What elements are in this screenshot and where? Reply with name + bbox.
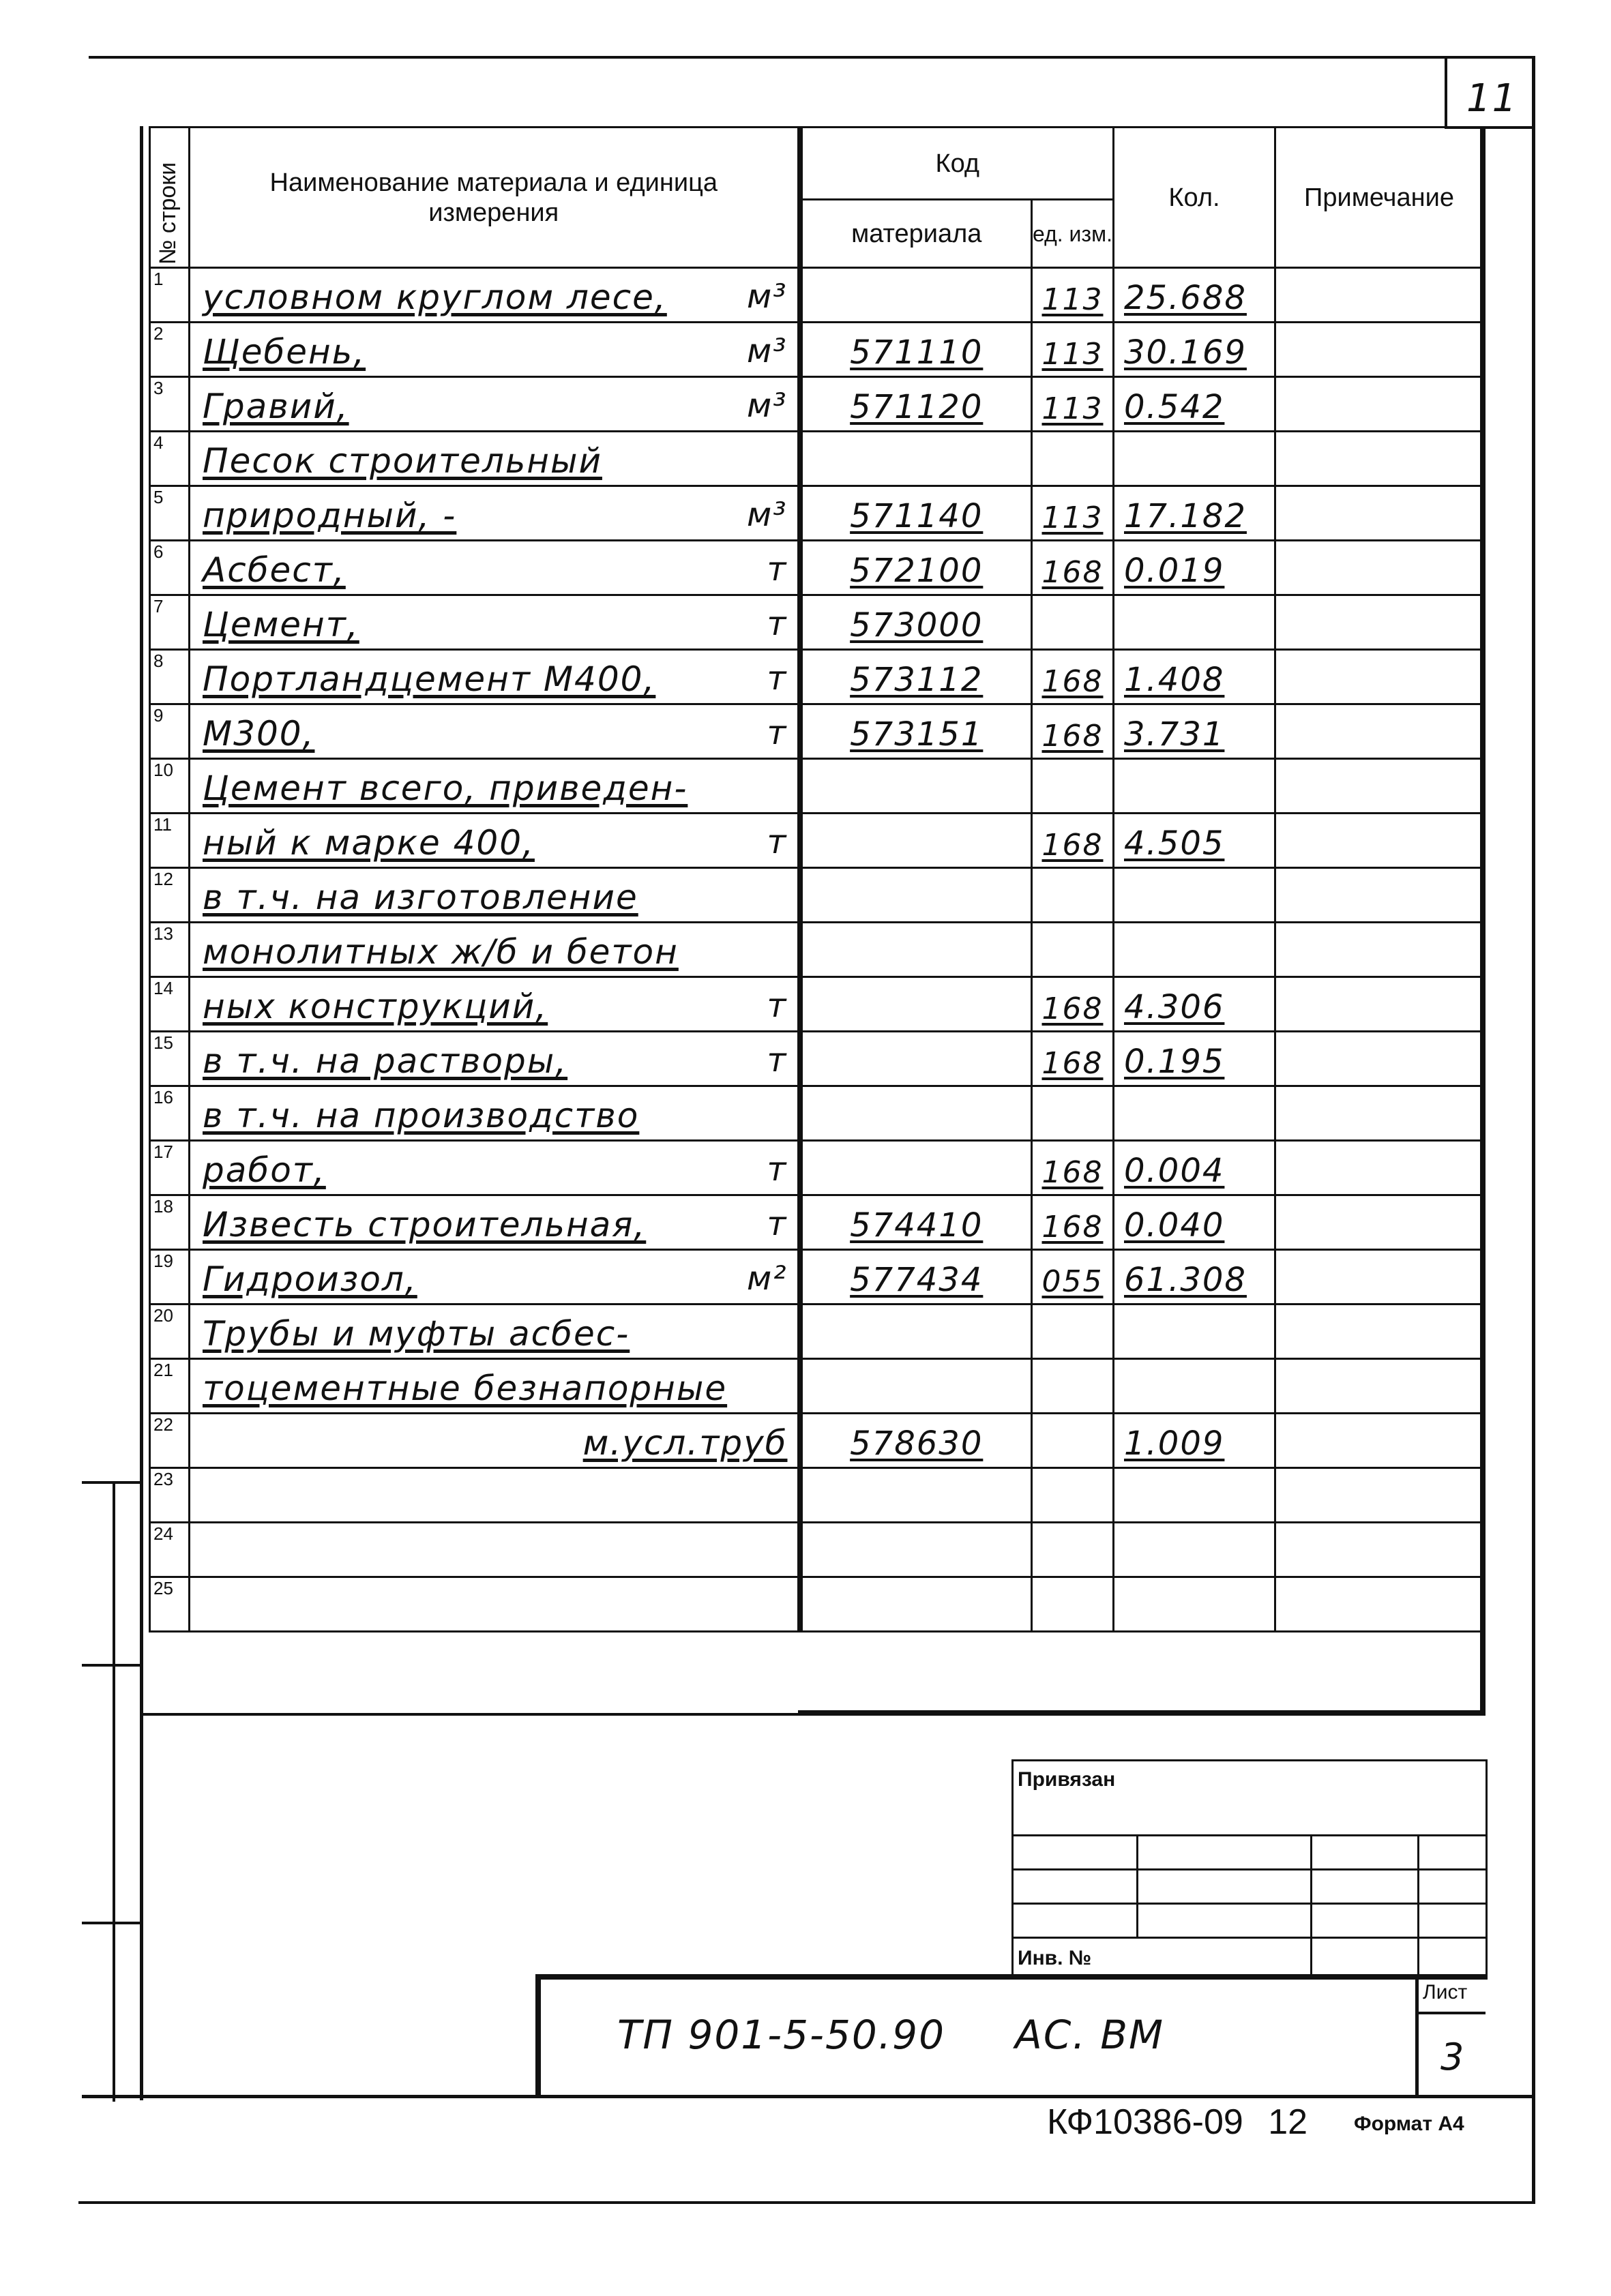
- row-number: 8: [150, 650, 190, 704]
- note-cell: [1275, 1468, 1483, 1523]
- margin-strip-line-1: [82, 1481, 143, 1484]
- right-border: [1532, 56, 1535, 2204]
- material-name: [190, 923, 800, 977]
- bound-cell: [1419, 1836, 1487, 1870]
- material-code: 572100: [800, 541, 1032, 595]
- material-code: [800, 814, 1032, 868]
- quantity: 30.169: [1114, 323, 1275, 377]
- unit-code: 168: [1032, 704, 1114, 759]
- material-code: 573000: [800, 595, 1032, 650]
- material-name: [190, 759, 800, 814]
- margin-strip-line-2: [82, 1664, 143, 1667]
- row-number: 20: [150, 1304, 190, 1359]
- material-code-header: материала: [800, 200, 1032, 268]
- margin-strip-line-3: [82, 1922, 143, 1924]
- material-unit: т: [767, 714, 788, 752]
- row-number: 18: [150, 1195, 190, 1250]
- note-cell: [1275, 1414, 1483, 1468]
- material-name-text: ный к марке 400,: [203, 823, 535, 863]
- name-header: [190, 128, 800, 268]
- row-number: 19: [150, 1250, 190, 1304]
- material-name: [190, 1086, 800, 1141]
- material-code: 573151: [800, 704, 1032, 759]
- note-cell: [1275, 1250, 1483, 1304]
- bound-cell: [1312, 1836, 1419, 1870]
- table-row: [150, 1577, 1483, 1632]
- quantity: [1114, 1086, 1275, 1141]
- row-number: 24: [150, 1523, 190, 1577]
- page-number: 11: [1466, 76, 1518, 121]
- quantity: 1.009: [1114, 1414, 1275, 1468]
- material-name: [190, 1141, 800, 1195]
- note-header: Примечание: [1275, 128, 1483, 268]
- material-code: [800, 923, 1032, 977]
- inv-no-label: Инв. №: [1013, 1938, 1312, 1979]
- material-code: [800, 1468, 1032, 1523]
- sheet-number: 3: [1440, 2036, 1466, 2078]
- margin-strip-vertical: [113, 1481, 115, 2102]
- bound-label: Привязан: [1013, 1761, 1487, 1836]
- qty-header: Кол.: [1114, 128, 1275, 268]
- material-unit: т: [767, 1205, 788, 1243]
- unit-code: [1032, 1523, 1114, 1577]
- material-code: [800, 432, 1032, 486]
- material-name-text: условном круглом лесе,: [203, 278, 667, 317]
- material-unit: т: [767, 550, 788, 588]
- table-bottom-thin: [140, 1713, 801, 1716]
- name-header-text: Наименование материала и единица измерения: [269, 168, 718, 227]
- row-number: 16: [150, 1086, 190, 1141]
- bottom-frame-line: [82, 2095, 1535, 2098]
- bound-cell: [1013, 1904, 1138, 1938]
- material-code: 578630: [800, 1414, 1032, 1468]
- note-cell: [1275, 486, 1483, 541]
- bound-cell: [1312, 1938, 1419, 1979]
- material-name: [190, 1577, 800, 1632]
- note-cell: [1275, 432, 1483, 486]
- row-number: 5: [150, 486, 190, 541]
- row-number: 3: [150, 377, 190, 432]
- row-no-header: [150, 128, 190, 268]
- material-code: [800, 268, 1032, 323]
- material-code: [800, 1577, 1032, 1632]
- quantity: [1114, 1304, 1275, 1359]
- quantity: [1114, 923, 1275, 977]
- unit-code: [1032, 759, 1114, 814]
- material-code: 574410: [800, 1195, 1032, 1250]
- table-row: [150, 650, 1483, 704]
- top-border: [89, 56, 1535, 59]
- unit-code: 168: [1032, 977, 1114, 1032]
- material-unit: т: [767, 1150, 788, 1189]
- table-row: [150, 759, 1483, 814]
- table-row: [150, 1086, 1483, 1141]
- material-name-text: Трубы и муфты асбес-: [203, 1314, 630, 1354]
- table-row: [150, 541, 1483, 595]
- note-cell: [1275, 1032, 1483, 1086]
- material-name: [190, 1032, 800, 1086]
- material-code: [800, 977, 1032, 1032]
- left-frame-line: [140, 126, 143, 2100]
- bound-cell: [1138, 1904, 1312, 1938]
- note-cell: [1275, 595, 1483, 650]
- row-number: 21: [150, 1359, 190, 1414]
- note-cell: [1275, 541, 1483, 595]
- material-code: [800, 759, 1032, 814]
- document-code: ТП 901-5-50.90 АС. ВМ: [617, 2012, 1165, 2058]
- note-cell: [1275, 1141, 1483, 1195]
- material-name: [190, 650, 800, 704]
- note-cell: [1275, 759, 1483, 814]
- material-name: [190, 1523, 800, 1577]
- note-cell: [1275, 1577, 1483, 1632]
- quantity: 0.542: [1114, 377, 1275, 432]
- material-name-text: Портландцемент М400,: [203, 659, 656, 699]
- material-name: [190, 977, 800, 1032]
- unit-code: [1032, 1468, 1114, 1523]
- unit-code: [1032, 1359, 1114, 1414]
- bound-cell: [1138, 1836, 1312, 1870]
- material-name-text: Щебень,: [203, 332, 366, 372]
- table-row: [150, 1032, 1483, 1086]
- quantity: 0.019: [1114, 541, 1275, 595]
- material-unit: т: [767, 823, 788, 861]
- row-number: 25: [150, 1577, 190, 1632]
- note-cell: [1275, 923, 1483, 977]
- material-name-text: в т.ч. на изготовление: [203, 878, 638, 917]
- unit-code: 168: [1032, 1195, 1114, 1250]
- row-number: 1: [150, 268, 190, 323]
- material-code: [800, 1359, 1032, 1414]
- material-name: [190, 432, 800, 486]
- material-name-text: Цемент,: [203, 605, 359, 644]
- material-name-text: ных конструкций,: [203, 987, 548, 1026]
- material-name-text: работ,: [203, 1150, 326, 1190]
- archive-number-suffix: 12: [1268, 2102, 1308, 2142]
- row-number: 6: [150, 541, 190, 595]
- unit-code: [1032, 1086, 1114, 1141]
- unit-code: [1032, 1577, 1114, 1632]
- table-row: [150, 923, 1483, 977]
- unit-code: [1032, 868, 1114, 923]
- note-cell: [1275, 377, 1483, 432]
- material-name-text: природный, -: [203, 496, 457, 535]
- bound-cell: [1419, 1870, 1487, 1904]
- row-number: 10: [150, 759, 190, 814]
- unit-code: [1032, 432, 1114, 486]
- material-unit: м²: [747, 1259, 788, 1298]
- material-name-text: Известь строительная,: [203, 1205, 647, 1244]
- material-name: [190, 1414, 800, 1468]
- bound-cell: [1312, 1904, 1419, 1938]
- quantity: [1114, 1359, 1275, 1414]
- page-bottom-line: [78, 2201, 1535, 2204]
- material-code: 573112: [800, 650, 1032, 704]
- row-no-header-text: № строки: [155, 162, 181, 265]
- material-name: [190, 541, 800, 595]
- material-code: [800, 1141, 1032, 1195]
- material-name-text: Гравий,: [203, 387, 349, 426]
- unit-code: [1032, 1414, 1114, 1468]
- material-code: [800, 1523, 1032, 1577]
- table-row: [150, 268, 1483, 323]
- material-name-text: М300,: [203, 714, 315, 754]
- row-number: 2: [150, 323, 190, 377]
- table-row: [150, 704, 1483, 759]
- title-block-left: [535, 1974, 541, 2097]
- note-cell: [1275, 650, 1483, 704]
- bound-cell: [1312, 1870, 1419, 1904]
- note-cell: [1275, 977, 1483, 1032]
- unit-code: 168: [1032, 814, 1114, 868]
- note-cell: [1275, 323, 1483, 377]
- unit-code: 168: [1032, 1141, 1114, 1195]
- table-row: [150, 432, 1483, 486]
- material-code: [800, 1032, 1032, 1086]
- quantity: 0.004: [1114, 1141, 1275, 1195]
- unit-code: [1032, 1304, 1114, 1359]
- quantity: 61.308: [1114, 1250, 1275, 1304]
- bound-table: [1011, 1759, 1488, 1980]
- row-number: 17: [150, 1141, 190, 1195]
- table-bottom-thick: [798, 1710, 1486, 1716]
- material-unit: м³: [747, 332, 788, 370]
- quantity: [1114, 1577, 1275, 1632]
- unit-code: 113: [1032, 323, 1114, 377]
- material-code: [800, 1086, 1032, 1141]
- note-cell: [1275, 1359, 1483, 1414]
- code-header: Код: [800, 128, 1114, 200]
- material-name: [190, 323, 800, 377]
- material-unit: м³: [747, 278, 788, 316]
- table-row: [150, 595, 1483, 650]
- bound-cell: [1138, 1870, 1312, 1904]
- row-number: 12: [150, 868, 190, 923]
- table-row: [150, 868, 1483, 923]
- quantity: [1114, 1468, 1275, 1523]
- material-code: [800, 1304, 1032, 1359]
- row-number: 22: [150, 1414, 190, 1468]
- page-number-box-left: [1445, 56, 1447, 128]
- unit-code: 168: [1032, 541, 1114, 595]
- table-row: [150, 1359, 1483, 1414]
- material-name-text: Песок строительный: [203, 441, 602, 481]
- note-cell: [1275, 814, 1483, 868]
- unit-code: 055: [1032, 1250, 1114, 1304]
- unit-code-header: ед. изм.: [1032, 200, 1114, 268]
- note-cell: [1275, 1086, 1483, 1141]
- table-row: [150, 814, 1483, 868]
- unit-code: 113: [1032, 486, 1114, 541]
- quantity: 4.505: [1114, 814, 1275, 868]
- material-unit: м.усл.труб: [582, 1423, 788, 1463]
- note-cell: [1275, 1195, 1483, 1250]
- material-name: [190, 868, 800, 923]
- bound-cell: [1013, 1836, 1138, 1870]
- table-row: [150, 1250, 1483, 1304]
- table-right-thick: [1480, 126, 1486, 1715]
- quantity: 0.040: [1114, 1195, 1275, 1250]
- unit-code: 168: [1032, 650, 1114, 704]
- material-name: [190, 486, 800, 541]
- material-code: [800, 868, 1032, 923]
- archive-number: [1047, 2102, 1307, 2143]
- table-row: [150, 1523, 1483, 1577]
- sheet-label-divider: [1415, 2012, 1486, 2014]
- row-number: 14: [150, 977, 190, 1032]
- material-name-text: Цемент всего, приведен-: [203, 769, 688, 808]
- material-name: [190, 595, 800, 650]
- quantity: [1114, 595, 1275, 650]
- row-number: 4: [150, 432, 190, 486]
- unit-code: [1032, 595, 1114, 650]
- quantity: 3.731: [1114, 704, 1275, 759]
- row-number: 13: [150, 923, 190, 977]
- material-name: [190, 268, 800, 323]
- title-block-top: [535, 1974, 1486, 1980]
- table-row: [150, 977, 1483, 1032]
- table-row: [150, 1195, 1483, 1250]
- material-unit: т: [767, 987, 788, 1025]
- bound-cell: [1013, 1870, 1138, 1904]
- bound-cell: [1419, 1904, 1487, 1938]
- material-code: 577434: [800, 1250, 1032, 1304]
- unit-code: 168: [1032, 1032, 1114, 1086]
- quantity: [1114, 759, 1275, 814]
- quantity: 0.195: [1114, 1032, 1275, 1086]
- table-row: [150, 1141, 1483, 1195]
- material-name: [190, 814, 800, 868]
- table-row: [150, 323, 1483, 377]
- note-cell: [1275, 268, 1483, 323]
- row-number: 15: [150, 1032, 190, 1086]
- row-number: 23: [150, 1468, 190, 1523]
- material-name-text: в т.ч. на производство: [203, 1096, 640, 1135]
- table-row: [150, 486, 1483, 541]
- material-unit: т: [767, 1041, 788, 1079]
- unit-code: 113: [1032, 377, 1114, 432]
- note-cell: [1275, 868, 1483, 923]
- material-unit: т: [767, 659, 788, 698]
- table-row: [150, 377, 1483, 432]
- material-name: [190, 704, 800, 759]
- material-name-text: монолитных ж/б и бетон: [203, 932, 679, 972]
- material-name: [190, 1468, 800, 1523]
- material-name: [190, 1304, 800, 1359]
- material-name-text: Асбест,: [203, 550, 346, 590]
- material-name-text: тоцементные безнапорные: [203, 1369, 728, 1408]
- quantity: 4.306: [1114, 977, 1275, 1032]
- material-code: 571140: [800, 486, 1032, 541]
- unit-code: 113: [1032, 268, 1114, 323]
- note-cell: [1275, 704, 1483, 759]
- table-row: [150, 1468, 1483, 1523]
- sheet-label: Лист: [1423, 1981, 1468, 2003]
- row-number: 9: [150, 704, 190, 759]
- title-block-divider: [1415, 1974, 1419, 2097]
- material-unit: т: [767, 605, 788, 643]
- material-code: 571110: [800, 323, 1032, 377]
- archive-number-main: КФ10386-09: [1047, 2102, 1243, 2142]
- materials-table: [149, 126, 1484, 1632]
- quantity: [1114, 1523, 1275, 1577]
- row-number: 11: [150, 814, 190, 868]
- note-cell: [1275, 1304, 1483, 1359]
- quantity: 1.408: [1114, 650, 1275, 704]
- table-row: [150, 1414, 1483, 1468]
- material-name-text: в т.ч. на растворы,: [203, 1041, 568, 1081]
- row-number: 7: [150, 595, 190, 650]
- table-row: [150, 1304, 1483, 1359]
- material-name-text: Гидроизол,: [203, 1259, 417, 1299]
- material-unit: м³: [747, 496, 788, 534]
- quantity: [1114, 432, 1275, 486]
- bound-cell: [1419, 1938, 1487, 1979]
- quantity: [1114, 868, 1275, 923]
- material-name: [190, 1250, 800, 1304]
- material-name: [190, 377, 800, 432]
- quantity: 25.688: [1114, 268, 1275, 323]
- material-code: 571120: [800, 377, 1032, 432]
- unit-code: [1032, 923, 1114, 977]
- format-label: Формат А4: [1354, 2113, 1464, 2135]
- material-name: [190, 1195, 800, 1250]
- material-name: [190, 1359, 800, 1414]
- quantity: 17.182: [1114, 486, 1275, 541]
- material-unit: м³: [747, 387, 788, 425]
- note-cell: [1275, 1523, 1483, 1577]
